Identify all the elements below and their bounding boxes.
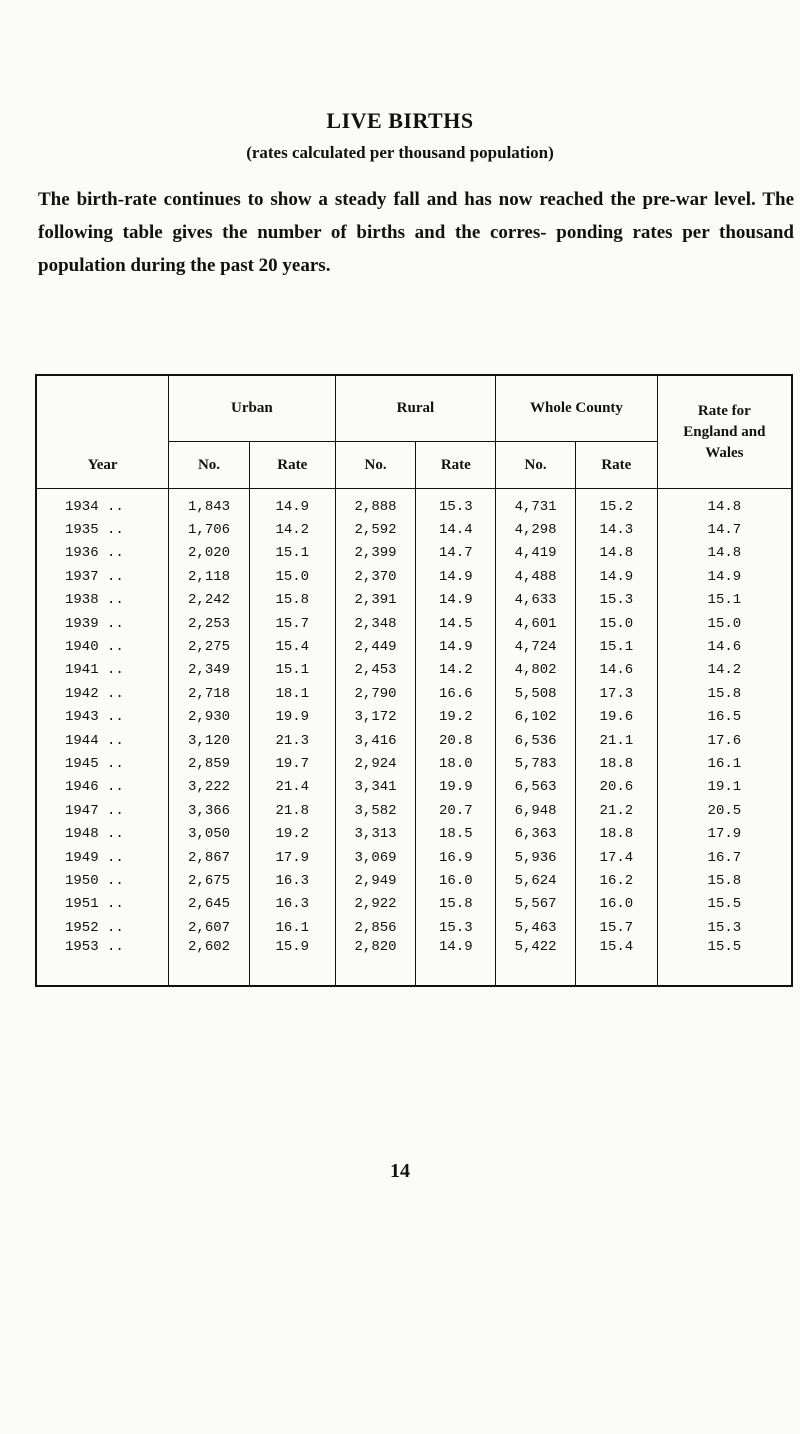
table-row	[36, 542, 792, 565]
urban-rate-cell: 16.3	[249, 893, 335, 916]
table-row	[36, 822, 792, 845]
england-wales-rate-cell: 14.8	[657, 489, 792, 519]
county-rate-cell: 15.3	[575, 589, 657, 612]
county-rate-cell: 21.2	[575, 799, 657, 822]
year-header: Year	[36, 375, 169, 489]
county-rate-cell: 20.6	[575, 776, 657, 799]
urban-no-cell: 2,645	[169, 893, 250, 916]
england-wales-rate-cell: 15.1	[657, 589, 792, 612]
rural-rate-cell: 19.2	[416, 706, 496, 729]
urban-no-cell: 2,859	[169, 752, 250, 775]
table-row	[36, 518, 792, 541]
rural-no-cell: 2,888	[335, 489, 416, 519]
year-cell: 1940 ..	[36, 635, 169, 658]
year-cell: 1950 ..	[36, 869, 169, 892]
urban-no-cell: 3,120	[169, 729, 250, 752]
rural-header: Rural	[335, 375, 496, 442]
urban-no-cell: 2,118	[169, 565, 250, 588]
county-no-cell: 5,624	[496, 869, 576, 892]
rural-no-cell: 2,922	[335, 893, 416, 916]
table-row	[36, 589, 792, 612]
county-rate-cell: 18.8	[575, 752, 657, 775]
urban-rate-cell: 14.2	[249, 518, 335, 541]
urban-no-cell: 2,930	[169, 706, 250, 729]
year-cell: 1947 ..	[36, 799, 169, 822]
urban-no-cell: 2,349	[169, 659, 250, 682]
table-row	[36, 776, 792, 799]
year-cell: 1937 ..	[36, 565, 169, 588]
england-wales-rate-cell: 14.2	[657, 659, 792, 682]
rural-no-cell: 3,172	[335, 706, 416, 729]
urban-no-cell: 2,275	[169, 635, 250, 658]
rural-no-cell: 2,949	[335, 869, 416, 892]
rural-no-cell: 2,399	[335, 542, 416, 565]
page-title: LIVE BIRTHS	[326, 108, 474, 133]
urban-rate-cell: 15.9	[249, 939, 335, 985]
year-cell: 1938 ..	[36, 589, 169, 612]
year-cell: 1948 ..	[36, 822, 169, 845]
county-no-cell: 5,936	[496, 846, 576, 869]
england-wales-rate-cell: 14.9	[657, 565, 792, 588]
year-cell: 1953 ..	[36, 939, 169, 985]
table-row	[36, 752, 792, 775]
table-row	[36, 565, 792, 588]
urban-rate-cell: 18.1	[249, 682, 335, 705]
rural-no-cell: 2,370	[335, 565, 416, 588]
county-no-cell: 4,724	[496, 635, 576, 658]
england-wales-header: Rate for England and Wales	[657, 375, 792, 489]
urban-rate-cell: 15.8	[249, 589, 335, 612]
county-rate-cell: 18.8	[575, 822, 657, 845]
rural-rate-cell: 15.8	[416, 893, 496, 916]
county-rate-cell: 15.0	[575, 612, 657, 635]
intro-paragraph: The birth-rate continues to show a steady fall and has now reached the pre-war level. The following table gives the number of births and the corres- ponding rates per thousand population during the past 20 years.	[38, 189, 794, 276]
england-wales-rate-cell: 15.0	[657, 612, 792, 635]
urban-rate-header: Rate	[249, 442, 335, 489]
england-wales-rate-cell: 17.9	[657, 822, 792, 845]
year-cell: 1946 ..	[36, 776, 169, 799]
urban-no-cell: 1,706	[169, 518, 250, 541]
table-row	[36, 799, 792, 822]
england-wales-rate-cell: 14.6	[657, 635, 792, 658]
urban-rate-cell: 21.3	[249, 729, 335, 752]
table-row	[36, 916, 792, 939]
rural-rate-cell: 18.5	[416, 822, 496, 845]
year-cell: 1951 ..	[36, 893, 169, 916]
year-cell: 1949 ..	[36, 846, 169, 869]
county-no-cell: 4,802	[496, 659, 576, 682]
county-no-cell: 6,948	[496, 799, 576, 822]
rural-no-header: No.	[335, 442, 416, 489]
urban-no-cell: 2,020	[169, 542, 250, 565]
england-wales-rate-cell: 14.8	[657, 542, 792, 565]
urban-rate-cell: 21.4	[249, 776, 335, 799]
table-row	[36, 489, 792, 519]
rural-no-cell: 3,341	[335, 776, 416, 799]
county-no-cell: 4,601	[496, 612, 576, 635]
live-births-table	[35, 374, 793, 987]
county-no-cell: 6,102	[496, 706, 576, 729]
rural-rate-cell: 15.3	[416, 916, 496, 939]
rural-rate-cell: 14.7	[416, 542, 496, 565]
urban-rate-cell: 19.7	[249, 752, 335, 775]
urban-rate-cell: 21.8	[249, 799, 335, 822]
county-no-header: No.	[496, 442, 576, 489]
rural-rate-cell: 16.6	[416, 682, 496, 705]
county-rate-cell: 14.3	[575, 518, 657, 541]
rural-no-cell: 2,790	[335, 682, 416, 705]
rural-rate-cell: 16.0	[416, 869, 496, 892]
year-cell: 1942 ..	[36, 682, 169, 705]
urban-no-cell: 2,867	[169, 846, 250, 869]
urban-no-cell: 2,253	[169, 612, 250, 635]
county-rate-cell: 14.6	[575, 659, 657, 682]
county-rate-cell: 19.6	[575, 706, 657, 729]
county-no-cell: 4,731	[496, 489, 576, 519]
county-rate-cell: 16.2	[575, 869, 657, 892]
england-wales-rate-cell: 17.6	[657, 729, 792, 752]
urban-rate-cell: 19.2	[249, 822, 335, 845]
year-cell: 1952 ..	[36, 916, 169, 939]
urban-no-cell: 3,366	[169, 799, 250, 822]
county-no-cell: 5,508	[496, 682, 576, 705]
urban-rate-cell: 17.9	[249, 846, 335, 869]
england-wales-rate-cell: 19.1	[657, 776, 792, 799]
england-wales-rate-cell: 14.7	[657, 518, 792, 541]
table-row	[36, 659, 792, 682]
rural-rate-cell: 14.2	[416, 659, 496, 682]
county-rate-cell: 15.2	[575, 489, 657, 519]
year-cell: 1944 ..	[36, 729, 169, 752]
county-no-cell: 4,633	[496, 589, 576, 612]
county-rate-cell: 14.8	[575, 542, 657, 565]
county-no-cell: 4,488	[496, 565, 576, 588]
urban-rate-cell: 15.4	[249, 635, 335, 658]
year-cell: 1941 ..	[36, 659, 169, 682]
table-row	[36, 729, 792, 752]
year-cell: 1939 ..	[36, 612, 169, 635]
rural-no-cell: 2,820	[335, 939, 416, 985]
table-row	[36, 869, 792, 892]
rural-rate-cell: 15.3	[416, 489, 496, 519]
urban-rate-cell: 16.3	[249, 869, 335, 892]
county-no-cell: 6,363	[496, 822, 576, 845]
rural-no-cell: 3,069	[335, 846, 416, 869]
urban-rate-cell: 19.9	[249, 706, 335, 729]
urban-no-cell: 2,242	[169, 589, 250, 612]
urban-no-cell: 2,607	[169, 916, 250, 939]
rural-rate-cell: 18.0	[416, 752, 496, 775]
county-no-cell: 5,783	[496, 752, 576, 775]
england-wales-rate-cell: 16.1	[657, 752, 792, 775]
county-no-cell: 5,463	[496, 916, 576, 939]
rural-rate-cell: 14.9	[416, 565, 496, 588]
year-cell: 1936 ..	[36, 542, 169, 565]
rural-no-cell: 2,856	[335, 916, 416, 939]
table-row	[36, 846, 792, 869]
rural-rate-cell: 16.9	[416, 846, 496, 869]
england-wales-rate-cell: 16.7	[657, 846, 792, 869]
urban-no-cell: 3,050	[169, 822, 250, 845]
rural-no-cell: 2,348	[335, 612, 416, 635]
county-rate-cell: 15.4	[575, 939, 657, 985]
county-no-cell: 4,419	[496, 542, 576, 565]
whole-county-header: Whole County	[496, 375, 658, 442]
table-row	[36, 706, 792, 729]
urban-header: Urban	[169, 375, 336, 442]
table-row	[36, 939, 792, 985]
year-cell: 1945 ..	[36, 752, 169, 775]
rural-rate-cell: 20.7	[416, 799, 496, 822]
year-cell: 1943 ..	[36, 706, 169, 729]
rural-no-cell: 2,924	[335, 752, 416, 775]
rural-no-cell: 3,313	[335, 822, 416, 845]
rural-no-cell: 2,592	[335, 518, 416, 541]
urban-rate-cell: 15.7	[249, 612, 335, 635]
rural-rate-cell: 14.9	[416, 589, 496, 612]
county-no-cell: 6,536	[496, 729, 576, 752]
county-rate-header: Rate	[575, 442, 657, 489]
urban-rate-cell: 16.1	[249, 916, 335, 939]
rural-rate-cell: 14.9	[416, 939, 496, 985]
table-row	[36, 635, 792, 658]
county-no-cell: 5,422	[496, 939, 576, 985]
county-no-cell: 5,567	[496, 893, 576, 916]
england-wales-rate-cell: 15.8	[657, 682, 792, 705]
page-subtitle: (rates calculated per thousand population)	[246, 143, 554, 162]
rural-rate-cell: 19.9	[416, 776, 496, 799]
county-no-cell: 4,298	[496, 518, 576, 541]
rural-no-cell: 2,449	[335, 635, 416, 658]
year-cell: 1934 ..	[36, 489, 169, 519]
urban-rate-cell: 14.9	[249, 489, 335, 519]
county-rate-cell: 16.0	[575, 893, 657, 916]
county-rate-cell: 21.1	[575, 729, 657, 752]
page-number: 14	[390, 1160, 410, 1182]
year-cell: 1935 ..	[36, 518, 169, 541]
england-wales-rate-cell: 16.5	[657, 706, 792, 729]
urban-no-cell: 2,718	[169, 682, 250, 705]
rural-rate-cell: 14.4	[416, 518, 496, 541]
table-row	[36, 612, 792, 635]
england-wales-rate-cell: 15.3	[657, 916, 792, 939]
urban-no-cell: 2,602	[169, 939, 250, 985]
rural-rate-header: Rate	[416, 442, 496, 489]
rural-rate-cell: 14.5	[416, 612, 496, 635]
rural-rate-cell: 20.8	[416, 729, 496, 752]
county-rate-cell: 14.9	[575, 565, 657, 588]
table-row	[36, 893, 792, 916]
england-wales-rate-cell: 15.8	[657, 869, 792, 892]
table-body	[36, 489, 792, 986]
urban-rate-cell: 15.1	[249, 659, 335, 682]
county-rate-cell: 15.1	[575, 635, 657, 658]
urban-rate-cell: 15.1	[249, 542, 335, 565]
urban-no-cell: 2,675	[169, 869, 250, 892]
rural-rate-cell: 14.9	[416, 635, 496, 658]
county-rate-cell: 17.4	[575, 846, 657, 869]
england-wales-rate-cell: 15.5	[657, 893, 792, 916]
urban-no-cell: 3,222	[169, 776, 250, 799]
rural-no-cell: 3,582	[335, 799, 416, 822]
england-wales-rate-cell: 20.5	[657, 799, 792, 822]
county-no-cell: 6,563	[496, 776, 576, 799]
england-wales-rate-cell: 15.5	[657, 939, 792, 985]
urban-no-header: No.	[169, 442, 250, 489]
table-row	[36, 682, 792, 705]
rural-no-cell: 2,391	[335, 589, 416, 612]
urban-no-cell: 1,843	[169, 489, 250, 519]
county-rate-cell: 15.7	[575, 916, 657, 939]
rural-no-cell: 3,416	[335, 729, 416, 752]
urban-rate-cell: 15.0	[249, 565, 335, 588]
county-rate-cell: 17.3	[575, 682, 657, 705]
rural-no-cell: 2,453	[335, 659, 416, 682]
